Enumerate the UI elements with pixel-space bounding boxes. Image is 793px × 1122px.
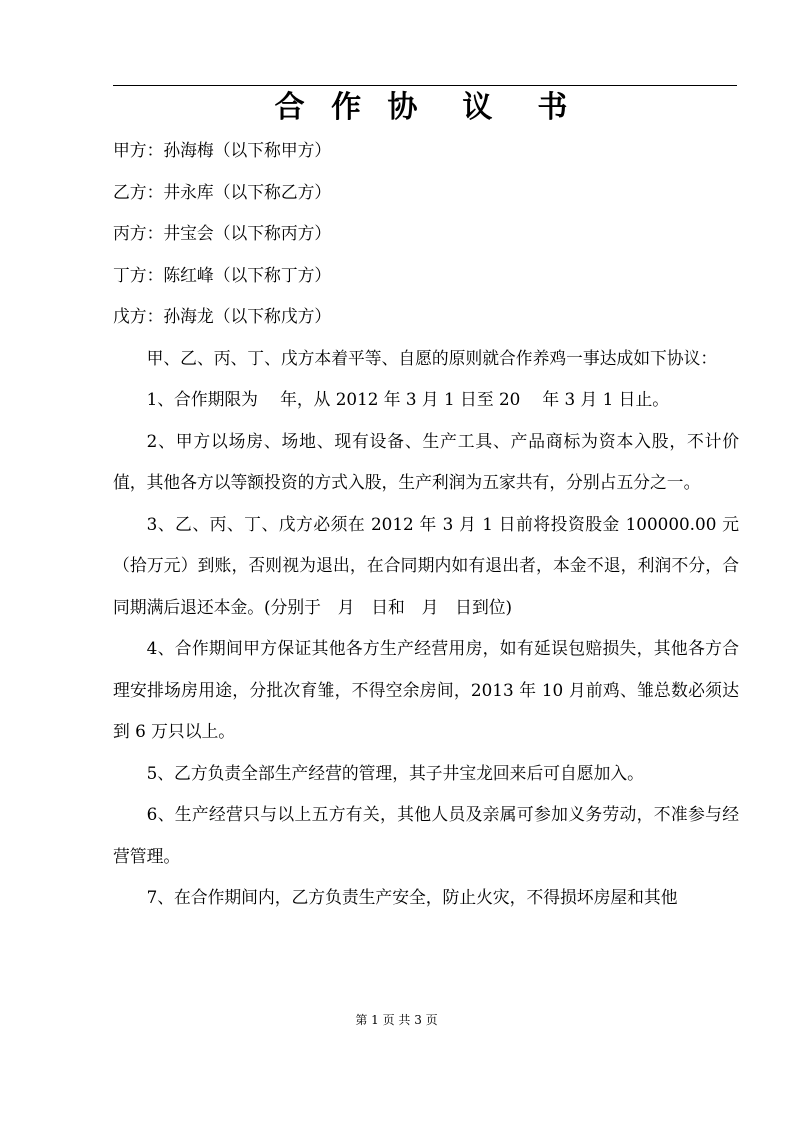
document-title: 合 作 协 议 书 [274,90,576,125]
party-line: 戊方：孙海龙（以下称戊方） [113,306,332,326]
clause-paragraph: 1、合作期限为 年，从 2012 年 3 月 1 日至 20 年 3 月 1 日止。 [146,389,670,409]
party-line: 甲方：孙海梅（以下称甲方） [113,140,332,160]
clause-paragraph: 6、生产经营只与以上五方有关，其他人员及亲属可参加义务劳动，不准参与经营管理。 [113,804,739,866]
clause-paragraph: 7、在合作期间内，乙方负责生产安全，防止火灾，不得损坏房屋和其他 [146,887,678,907]
party-line: 丙方：井宝会（以下称丙方） [113,223,332,243]
clause-paragraph: 5、乙方负责全部生产经营的管理，其子井宝龙回来后可自愿加入。 [146,762,644,783]
clause-paragraph: 4、合作期间甲方保证其他各方生产经营用房，如有延误包赔损失，其他各方合理安排场房用途，分批次育雏，不得空余房间，2013 年 10 月前鸡、雏总数必须达到 6 万只以上。 [113,638,739,741]
party-line: 丁方：陈红峰（以下称丁方） [113,264,332,285]
page-footer: 第 1 页 共 3 页 [355,1013,438,1027]
header-rule [113,85,737,86]
clause-paragraph: 2、甲方以场房、场地、现有设备、生产工具、产品商标为资本入股，不计价值，其他各方以等额投资的方式入股，生产利润为五家共有，分别占五分之一。 [113,430,739,492]
clause-paragraph: 3、乙、丙、丁、戊方必须在 2012 年 3 月 1 日前将投资股金 100000.00 元（拾万元）到账，否则视为退出，在合同期内如有退出者，本金不退，利润不分，合同期满后退还本金。(分别于 月 日和 月 日到位) [113,513,739,617]
intro-paragraph: 甲、乙、丙、丁、戊方本着平等、自愿的原则就合作养鸡一事达成如下协议： [146,347,718,368]
party-line: 乙方：井永库（以下称乙方） [113,181,332,202]
document-body [113,130,739,919]
